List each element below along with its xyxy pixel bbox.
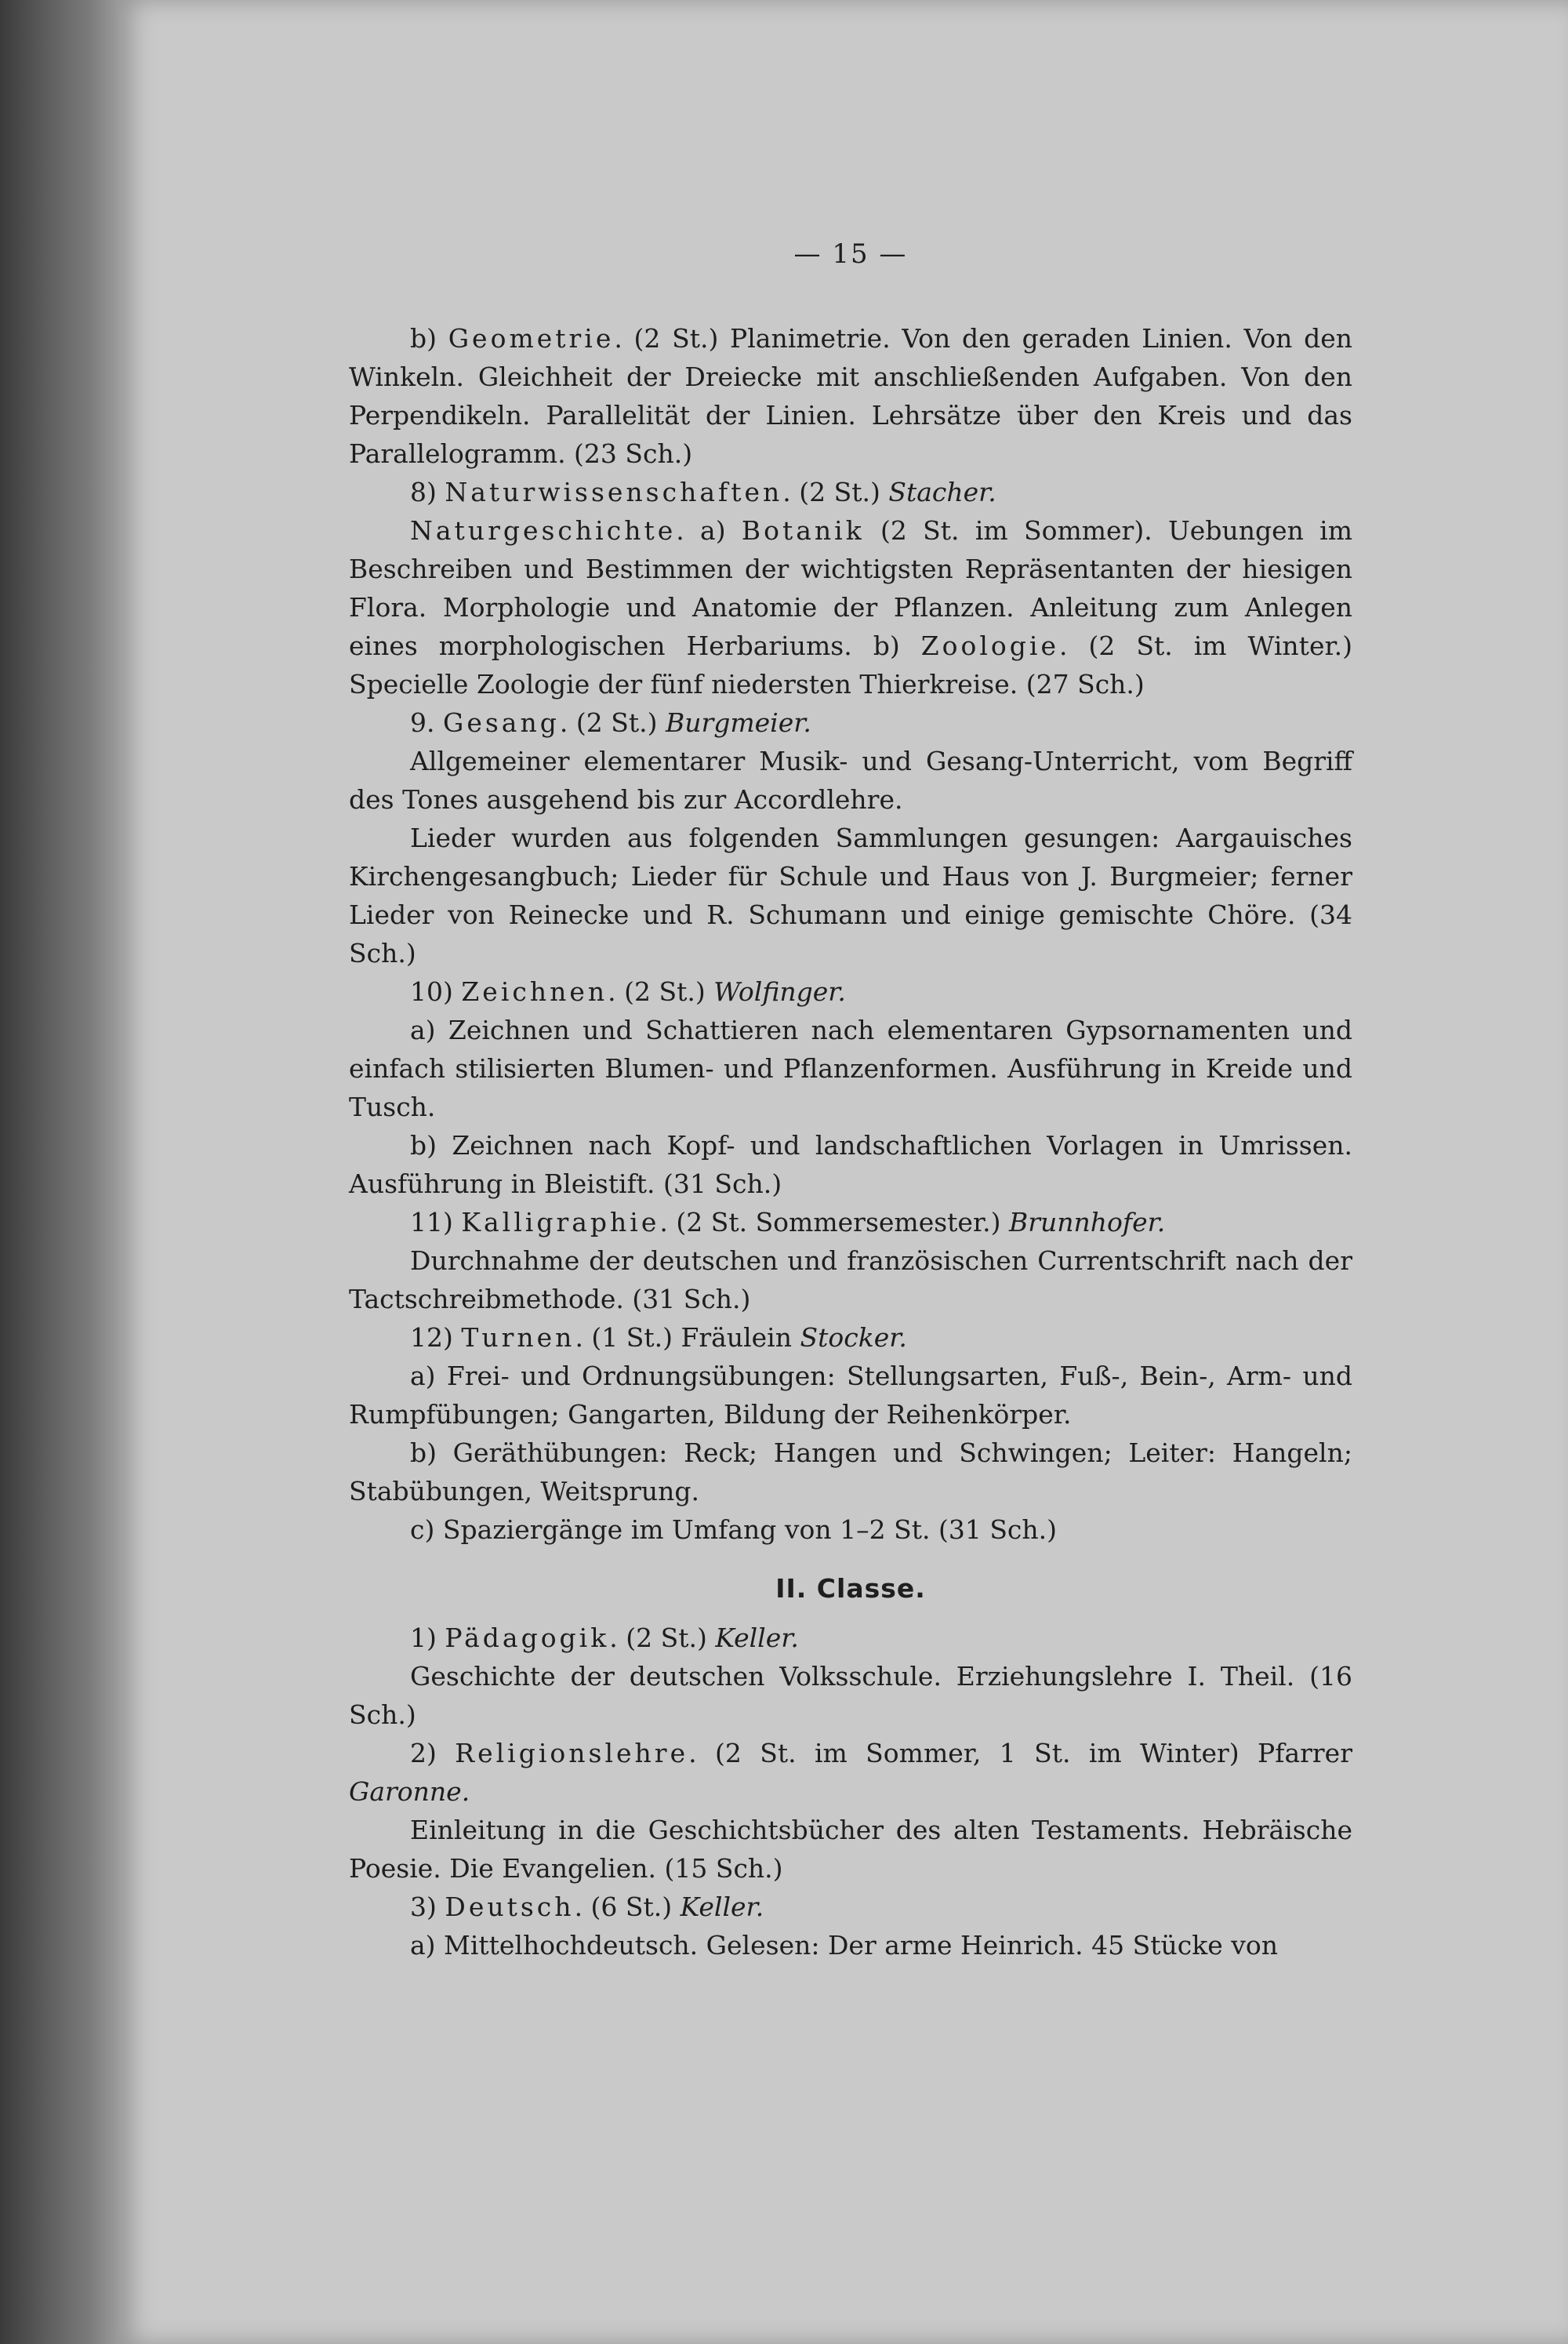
- text-run: b) Zeichnen nach Kopf- und landschaftlichen Vorlagen in Umrissen. Ausführung in Bleistift. (31 Sch.): [349, 1130, 1352, 1199]
- page-number: — 15 —: [793, 238, 908, 270]
- text-run: . (2 St.): [609, 1623, 716, 1653]
- book-page: [118, 0, 1568, 2344]
- text-run: . (2 St. Sommersemester.): [659, 1207, 1009, 1237]
- text-run: 8): [410, 477, 445, 507]
- subject-name: Kalligraphie: [461, 1207, 660, 1237]
- paragraph: [349, 1888, 1352, 1926]
- paragraph: [349, 742, 1352, 819]
- paragraph: [349, 1926, 1352, 1964]
- text-run: 11): [410, 1207, 462, 1237]
- text-run: b): [410, 323, 448, 354]
- paragraph: [349, 1657, 1352, 1734]
- text-run: 2): [410, 1738, 456, 1768]
- text-run: a) Mittelhochdeutsch. Gelesen: Der arme Heinrich. 45 Stücke von: [410, 1930, 1278, 1961]
- paragraph: [349, 1510, 1352, 1549]
- text-run: Allgemeiner elementarer Musik- und Gesang-Unterricht, vom Begriff des Tones ausgehend bis zur Accordlehre.: [349, 746, 1352, 815]
- paragraph: [349, 473, 1352, 511]
- text-run: Geschichte der deutschen Volksschule. Erziehungslehre I. Theil. (16 Sch.): [349, 1661, 1352, 1730]
- paragraph: [349, 1241, 1352, 1318]
- subject-name: Pädagogik: [445, 1623, 610, 1653]
- subject-name: Deutsch: [445, 1892, 575, 1922]
- text-run: . a): [676, 515, 742, 546]
- paragraph: [349, 1434, 1352, 1510]
- paragraph: [349, 1734, 1352, 1811]
- text-run: . (2 St.): [608, 976, 714, 1007]
- teacher-name: Keller.: [680, 1892, 764, 1922]
- text-run: Durchnahme der deutschen und französischen Currentschrift nach der Tactschreibmethode. (31 Sch.): [349, 1245, 1352, 1314]
- teacher-name: Stocker.: [800, 1322, 907, 1353]
- teacher-name: Keller.: [715, 1623, 799, 1653]
- text-run: a) Frei- und Ordnungsübungen: Stellungsarten, Fuß-, Bein-, Arm- und Rumpfübungen; Gangarten, Bildung der Reihenkörper.: [349, 1361, 1352, 1430]
- text-run: . (1 St.) Fräulein: [575, 1322, 800, 1353]
- paragraph: [349, 1357, 1352, 1434]
- teacher-name: Brunnhofer.: [1008, 1207, 1166, 1237]
- paragraph: [349, 1318, 1352, 1357]
- text-run: . (2 St.): [782, 477, 889, 507]
- text-run: 9.: [410, 707, 443, 738]
- paragraph: [349, 511, 1352, 703]
- paragraph: [349, 972, 1352, 1011]
- paragraph: [349, 1203, 1352, 1241]
- paragraph: [349, 1126, 1352, 1203]
- subject-name: Zeichnen: [461, 976, 608, 1007]
- facing-page-edge: [0, 0, 118, 2344]
- page-content: [349, 235, 1352, 1964]
- subject-name: Geometrie: [448, 323, 615, 354]
- paragraph: [349, 1011, 1352, 1126]
- paragraph: [349, 319, 1352, 473]
- teacher-name: Burgmeier.: [665, 707, 811, 738]
- text-run: . (6 St.): [574, 1892, 681, 1922]
- text-run: b) Geräthübungen: Reck; Hangen und Schwingen; Leiter: Hangeln; Stabübungen, Weitsprung.: [349, 1437, 1352, 1506]
- subject-name: Naturwissenschaften: [445, 477, 783, 507]
- paragraph: [349, 1811, 1352, 1888]
- subject-name: Turnen: [461, 1322, 575, 1353]
- text-run: (2 St. im Sommer). Uebungen im Beschreiben und Bestimmen der wichtigsten Repräsentanten der hiesigen Flora. Morphologie und Anatomie der Pflanzen. Anleitung zum Anlegen eines morphologischen Herbariums. b): [349, 515, 1352, 661]
- subject-name: Naturgeschichte: [410, 515, 677, 546]
- text-run: 10): [410, 976, 462, 1007]
- text-run: c) Spaziergänge im Umfang von 1–2 St. (31 Sch.): [410, 1514, 1058, 1545]
- text-run: II. Classe.: [775, 1573, 926, 1604]
- text-body: [349, 319, 1352, 1964]
- subject-name: Religionslehre: [455, 1738, 689, 1768]
- teacher-name: Stacher.: [888, 477, 996, 507]
- text-run: Lieder wurden aus folgenden Sammlungen gesungen: Aargauisches Kirchengesangbuch; Lieder für Schule und Haus von J. Burgmeier; ferner Lieder von Reinecke und R. Schumann und einige gemischte Chöre. (34 Sch.): [349, 823, 1352, 968]
- paragraph: [349, 1619, 1352, 1657]
- subject-name: Botanik: [741, 515, 865, 546]
- text-run: 3): [410, 1892, 445, 1922]
- section-heading: [349, 1569, 1352, 1608]
- text-run: . (2 St.) Planimetrie. Von den geraden Linien. Von den Winkeln. Gleichheit der Dreiecke mit anschließenden Aufgaben. Von den Perpendikeln. Parallelität der Linien. Lehrsätze über den Kreis und das Parallelogramm. (23 Sch.): [349, 323, 1352, 469]
- paragraph: [349, 703, 1352, 742]
- text-run: 12): [410, 1322, 462, 1353]
- teacher-name: Wolfinger.: [713, 976, 846, 1007]
- teacher-name: Garonne.: [349, 1776, 470, 1807]
- text-run: . (2 St. im Sommer, 1 St. im Winter) Pfarrer: [688, 1738, 1352, 1768]
- paragraph: [349, 819, 1352, 972]
- text-run: . (2 St.): [559, 707, 666, 738]
- subject-name: Zoologie: [920, 631, 1059, 661]
- text-run: a) Zeichnen und Schattieren nach elementaren Gypsornamenten und einfach stilisierten Blumen- und Pflanzenformen. Ausführung in Kreide und Tusch.: [349, 1015, 1352, 1122]
- text-run: 1): [410, 1623, 445, 1653]
- text-run: . (2 St. im Winter.) Specielle Zoologie der fünf niedersten Thierkreise. (27 Sch.): [349, 631, 1352, 700]
- text-run: Einleitung in die Geschichtsbücher des alten Testaments. Hebräische Poesie. Die Evangelien. (15 Sch.): [349, 1815, 1352, 1884]
- subject-name: Gesang: [442, 707, 560, 738]
